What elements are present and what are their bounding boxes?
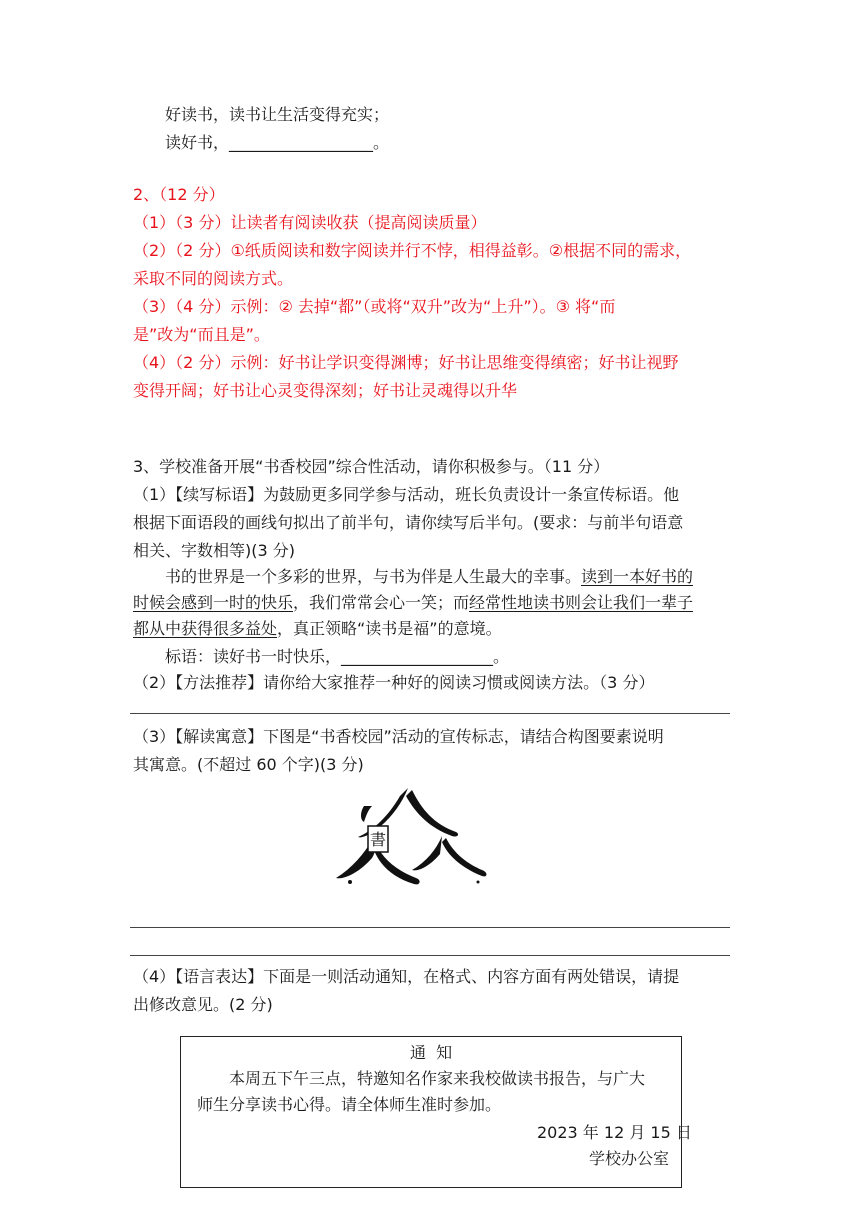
passage-text: 书的世界是一个多彩的世界，与书为伴是人生最大的幸事。 (165, 567, 582, 586)
answer-2-heading: 2、（12 分） (133, 185, 225, 204)
answer-2-part-4b: 变得开阔；好书让心灵变得深刻；好书让灵魂得以升华 (133, 381, 518, 400)
fill-line-2: 读好书，__________________。 (165, 133, 390, 152)
answer-2-part-2a: （2）（2 分）①纸质阅读和数字阅读并行不悖，相得益彰。②根据不同的需求， (133, 241, 692, 260)
answer-blank-line[interactable] (130, 955, 730, 956)
fill-line-1: 好读书，读书让生活变得充实； (165, 105, 390, 124)
question-3-1-line-a: （1）【续写标语】为鼓励更多同学参与活动，班长负责设计一条宣传标语。他 (133, 485, 680, 504)
notice-body-line-1: 本周五下午三点，特邀知名作家来我校做读书报告，与广大 (229, 1069, 646, 1088)
passage-line-1 (165, 566, 693, 588)
passage-line-2 (133, 592, 693, 614)
passage-line-3 (133, 618, 502, 640)
answer-2-part-3a: （3）（4 分）示例：② 去掉“都”（或将“双升”改为“上升”）。③ 将“而 (133, 297, 616, 316)
answer-blank-line[interactable] (130, 713, 730, 714)
answer-2-part-4a: （4）（2 分）示例：好书让学识变得渊博；好书让思维变得缜密；好书让视野 (133, 353, 679, 372)
underlined-sentence: 都从中获得很多益处 (133, 619, 278, 638)
notice-body-line-2: 师生分享读书心得。请全体师生准时参加。 (197, 1095, 502, 1114)
underlined-sentence: 读到一本好书的 (581, 567, 694, 586)
underlined-sentence: 时候会感到一时的快乐 (133, 593, 294, 612)
answer-blank-line[interactable] (130, 927, 730, 928)
question-3-1-line-b: 根据下面语段的画线句拟出了前半句，请你续写后半句。(要求：与前半句语意 (133, 513, 684, 532)
question-3-4-line-b: 出修改意见。(2 分) (133, 995, 273, 1014)
notice-title: 通 知 (410, 1043, 453, 1062)
question-3-heading: 3、学校准备开展“书香校园”综合性活动，请你积极参与。（11 分） (133, 457, 610, 476)
notice-signature: 学校办公室 (589, 1149, 670, 1168)
notice-date: 2023 年 12 月 15 日 (537, 1123, 692, 1142)
passage-text: ，真正领略“读书是福”的意境。 (277, 619, 502, 638)
question-3-4-line-a: （4）【语言表达】下面是一则活动通知，在格式、内容方面有两处错误，请提 (133, 967, 680, 986)
slogan-line: 标语：读好书一时快乐，___________________。 (165, 647, 510, 666)
question-3-2: （2）【方法推荐】请你给大家推荐一种好的阅读习惯或阅读方法。（3 分） (133, 673, 655, 692)
question-3-3-line-a: （3）【解读寓意】下图是“书香校园”活动的宣传标志，请结合构图要素说明 (133, 727, 664, 746)
question-3-1-line-c: 相关、字数相等)(3 分) (133, 541, 295, 560)
question-3-3-line-b: 其寓意。(不超过 60 个字)(3 分) (133, 755, 364, 774)
passage-text: ，我们常常会心一笑；而 (293, 593, 470, 612)
answer-2-part-2b: 采取不同的阅读方式。 (133, 269, 294, 288)
shuxiang-logo-image (330, 782, 490, 900)
underlined-sentence: 经常性地读书则会让我们一辈子 (469, 593, 694, 612)
answer-2-part-1: （1）（3 分）让读者有阅读收获（提高阅读质量） (133, 213, 487, 232)
logo-seal-character: 書 (369, 830, 387, 849)
answer-2-part-3b: 是”改为“而且是”。 (133, 325, 270, 344)
